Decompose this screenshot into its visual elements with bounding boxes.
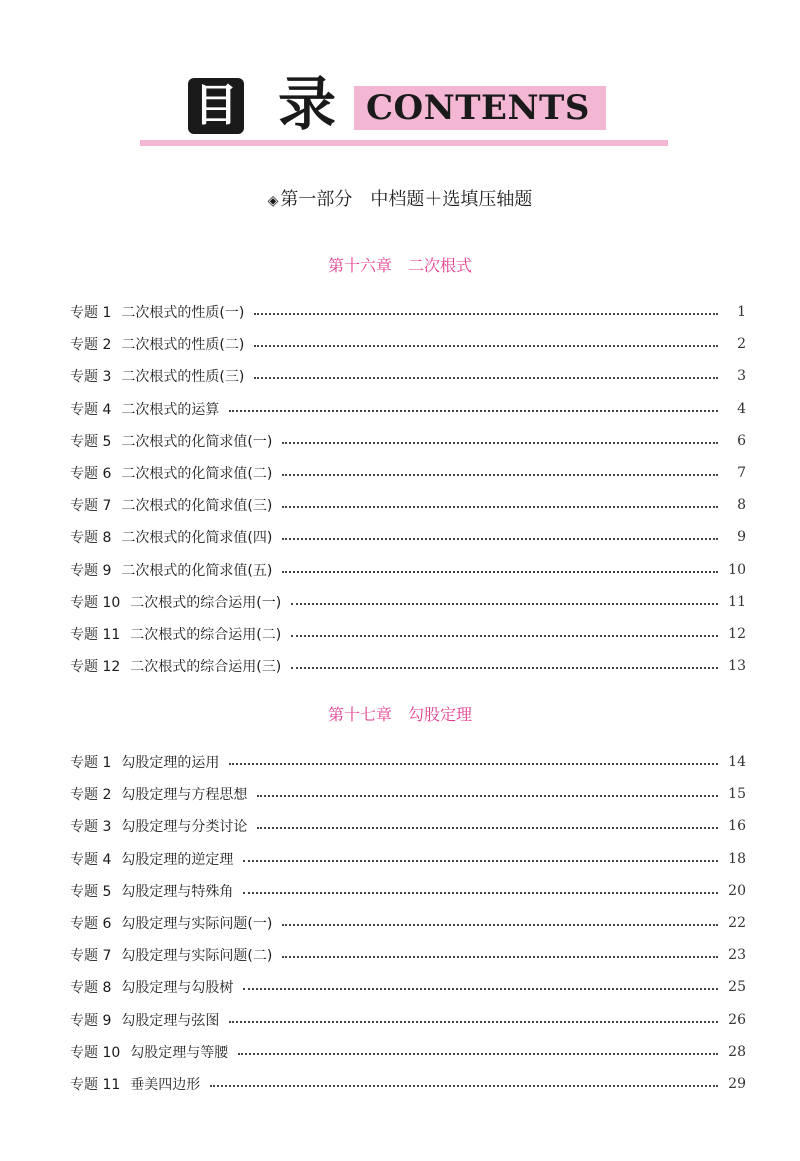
header-lu-char: 录: [278, 70, 337, 138]
dot-leader: [254, 345, 718, 347]
dot-leader: [210, 1085, 718, 1087]
topic-number: 专题 7: [70, 498, 112, 515]
page-number: 2: [737, 336, 746, 353]
topic-title: 二次根式的综合运用(一): [130, 594, 282, 611]
page-number: 23: [728, 947, 746, 964]
page-number: 10: [728, 561, 746, 578]
topic-number: 专题 6: [70, 466, 112, 483]
topic-number: 专题 2: [70, 787, 112, 804]
topic-number: 专题 10: [70, 1044, 121, 1061]
page-number: 4: [737, 400, 746, 417]
dot-leader: [243, 860, 718, 862]
page-number: 16: [728, 818, 746, 835]
dot-leader: [257, 827, 718, 829]
topic-title: 勾股定理的逆定理: [121, 851, 234, 868]
topic-number: 专题 5: [70, 883, 112, 900]
topic-title: 二次根式的性质(一): [121, 305, 245, 322]
page-number: 14: [728, 754, 746, 771]
dot-leader: [291, 635, 718, 637]
part-title: [0, 186, 800, 215]
page-number: 20: [728, 882, 746, 899]
topic-title: 二次根式的性质(二): [121, 337, 245, 354]
topic-title: 二次根式的化简求值(三): [121, 498, 273, 515]
topic-title: 二次根式的综合运用(三): [130, 659, 282, 676]
toc-entry[interactable]: [70, 586, 746, 618]
dot-leader: [243, 988, 718, 990]
page-number: 15: [728, 786, 746, 803]
topic-title: 勾股定理与分类讨论: [121, 819, 248, 836]
toc-list-chapter-16: [70, 296, 746, 682]
chapter-title-17: 第十七章 勾股定理: [327, 705, 472, 724]
toc-entry[interactable]: [70, 875, 746, 907]
dot-leader: [229, 410, 718, 412]
topic-number: 专题 4: [70, 401, 112, 418]
topic-number: 专题 3: [70, 369, 112, 386]
toc-entry[interactable]: [70, 618, 746, 650]
dot-leader: [282, 474, 718, 476]
topic-title: 勾股定理与等腰: [130, 1044, 229, 1061]
topic-number: 专题 1: [70, 755, 112, 772]
toc-entry[interactable]: [70, 554, 746, 586]
page-number: 6: [737, 432, 746, 449]
page-number: 9: [737, 529, 746, 546]
topic-title: 勾股定理与实际问题(一): [121, 916, 273, 933]
contents-label: CONTENTS: [366, 88, 590, 128]
page-number: 25: [728, 979, 746, 996]
topic-title: 二次根式的化简求值(二): [121, 466, 273, 483]
diamond-icon: ◈: [267, 193, 279, 209]
topic-number: 专题 6: [70, 916, 112, 933]
toc-entry[interactable]: [70, 457, 746, 489]
topic-title: 勾股定理与特殊角: [121, 883, 234, 900]
topic-title: 二次根式的化简求值(一): [121, 433, 273, 450]
toc-list-chapter-17: [70, 746, 746, 1100]
topic-title: 二次根式的化简求值(五): [121, 562, 273, 579]
dot-leader: [282, 506, 718, 508]
page-number: 1: [737, 304, 746, 321]
dot-leader: [291, 603, 718, 605]
dot-leader: [238, 1053, 718, 1055]
topic-number: 专题 2: [70, 337, 112, 354]
toc-entry[interactable]: [70, 1068, 746, 1100]
page-number: 18: [728, 850, 746, 867]
dot-leader: [257, 795, 718, 797]
page-number: 22: [728, 915, 746, 932]
header-mu-block: 目: [188, 78, 244, 134]
toc-entry[interactable]: [70, 1036, 746, 1068]
topic-number: 专题 7: [70, 948, 112, 965]
header-rule: [140, 140, 668, 146]
topic-number: 专题 4: [70, 851, 112, 868]
topic-title: 勾股定理与弦图: [121, 1012, 220, 1029]
page-number: 29: [728, 1075, 746, 1092]
dot-leader: [229, 763, 718, 765]
topic-number: 专题 8: [70, 980, 112, 997]
topic-number: 专题 11: [70, 1076, 121, 1093]
dot-leader: [282, 956, 718, 958]
dot-leader: [282, 538, 718, 540]
page-number: 12: [728, 625, 746, 642]
topic-title: 二次根式的综合运用(二): [130, 626, 282, 643]
toc-entry[interactable]: [70, 296, 746, 328]
topic-number: 专题 11: [70, 626, 121, 643]
topic-number: 专题 8: [70, 530, 112, 547]
topic-title: 垂美四边形: [130, 1076, 201, 1093]
dot-leader: [229, 1021, 718, 1023]
page-number: 13: [728, 658, 746, 675]
part-title-text: 第一部分 中档题＋选填压轴题: [280, 189, 533, 210]
topic-number: 专题 10: [70, 594, 121, 611]
topic-number: 专题 5: [70, 433, 112, 450]
topic-title: 二次根式的运算: [121, 401, 220, 418]
page-number: 26: [728, 1011, 746, 1028]
topic-title: 勾股定理与实际问题(二): [121, 948, 273, 965]
toc-entry[interactable]: [70, 650, 746, 682]
dot-leader: [282, 571, 718, 573]
toc-entry[interactable]: [70, 746, 746, 778]
page-number: 3: [737, 368, 746, 385]
dot-leader: [291, 667, 718, 669]
page-number: 11: [728, 593, 746, 610]
topic-number: 专题 9: [70, 562, 112, 579]
toc-entry[interactable]: [70, 778, 746, 810]
topic-title: 二次根式的性质(三): [121, 369, 245, 386]
topic-number: 专题 1: [70, 305, 112, 322]
topic-number: 专题 3: [70, 819, 112, 836]
topic-number: 专题 9: [70, 1012, 112, 1029]
toc-entry[interactable]: [70, 907, 746, 939]
toc-entry[interactable]: [70, 489, 746, 521]
topic-title: 勾股定理与方程思想: [121, 787, 248, 804]
dot-leader: [254, 377, 718, 379]
dot-leader: [254, 313, 718, 315]
toc-entry[interactable]: [70, 328, 746, 360]
toc-entry[interactable]: [70, 810, 746, 842]
toc-entry[interactable]: [70, 360, 746, 392]
topic-title: 二次根式的化简求值(四): [121, 530, 273, 547]
toc-entry[interactable]: [70, 521, 746, 553]
chapter-title-16: 第十六章 二次根式: [327, 256, 472, 275]
toc-entry[interactable]: [70, 425, 746, 457]
dot-leader: [243, 892, 718, 894]
toc-entry[interactable]: [70, 393, 746, 425]
topic-number: 专题 12: [70, 659, 121, 676]
page-number: 8: [737, 497, 746, 514]
toc-entry[interactable]: [70, 971, 746, 1003]
topic-title: 勾股定理与勾股树: [121, 980, 234, 997]
dot-leader: [282, 924, 718, 926]
toc-entry[interactable]: [70, 1004, 746, 1036]
toc-entry[interactable]: [70, 939, 746, 971]
topic-title: 勾股定理的运用: [121, 755, 220, 772]
toc-entry[interactable]: [70, 843, 746, 875]
page-number: 28: [728, 1043, 746, 1060]
dot-leader: [282, 442, 718, 444]
page-number: 7: [737, 465, 746, 482]
